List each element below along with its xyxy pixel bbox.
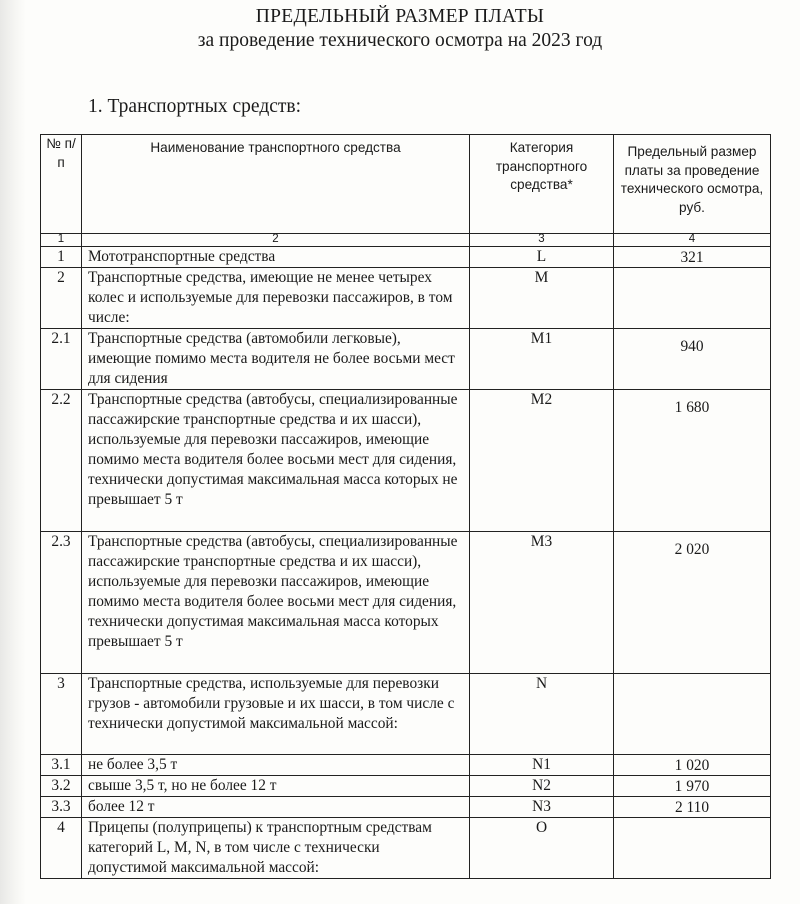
row-category: M2 (470, 390, 614, 532)
row-num: 3.3 (41, 797, 82, 818)
row-category: O (470, 818, 614, 879)
row-name: Прицепы (полуприцепы) к транспортным средствам категорий L, M, N, в том числе с технически допустимой максимальной массой: (82, 818, 470, 879)
row-fee-value: 1 020 (674, 757, 710, 774)
table-row (41, 755, 771, 776)
header-row (41, 135, 771, 234)
header-num: № п/п (41, 135, 82, 234)
row-num: 2.3 (41, 532, 82, 674)
section-heading: 1. Транспортных средств: (88, 96, 302, 117)
table-row (41, 674, 771, 755)
index-cell: 3 (470, 234, 614, 247)
row-num: 4 (41, 818, 82, 879)
header-category: Категория транспортного средства* (470, 135, 614, 234)
row-name: Транспортные средства (автомобили легковые), имеющие помимо места водителя не более восьми мест для сидения (82, 329, 470, 390)
index-cell: 4 (614, 234, 771, 247)
table-row (41, 532, 771, 674)
row-name: Транспортные средства, используемые для перевозки грузов - автомобили грузовые и их шасси, в том числе с технически допустимой максимальной массой: (82, 674, 470, 755)
row-name: не более 3,5 т (82, 755, 470, 776)
row-num: 3.2 (41, 776, 82, 797)
row-category: M1 (470, 329, 614, 390)
row-fee-value: 940 (680, 338, 704, 355)
row-fee (614, 390, 771, 532)
header-name: Наименование транспортного средства (82, 135, 470, 234)
index-cell: 2 (82, 234, 470, 247)
table-row (41, 329, 771, 390)
fee-table (40, 134, 771, 879)
row-fee-value: 1 970 (674, 778, 710, 795)
header-fee: Предельный размер платы за проведение технического осмотра, руб. (614, 135, 771, 234)
row-num: 2.1 (41, 329, 82, 390)
row-fee (614, 329, 771, 390)
row-fee (614, 532, 771, 674)
row-category: N (470, 674, 614, 755)
row-num: 1 (41, 247, 82, 268)
table-row (41, 390, 771, 532)
row-fee (614, 776, 771, 797)
table-row (41, 247, 771, 268)
row-name: более 12 т (82, 797, 470, 818)
row-category: M3 (470, 532, 614, 674)
row-num: 3 (41, 674, 82, 755)
row-num: 3.1 (41, 755, 82, 776)
row-fee (614, 268, 771, 329)
scan-shadow (0, 0, 26, 904)
row-fee-value: 1 680 (674, 399, 710, 416)
row-fee-value: 2 110 (674, 799, 710, 816)
row-fee (614, 674, 771, 755)
row-category: N3 (470, 797, 614, 818)
row-fee (614, 247, 771, 268)
document-subtitle: за проведение технического осмотра на 2023 год (197, 30, 603, 51)
row-category: M (470, 268, 614, 329)
table-row (41, 776, 771, 797)
row-fee (614, 755, 771, 776)
index-row (41, 234, 771, 247)
row-name: Транспортные средства (автобусы, специализированные пассажирские транспортные средства и их шасси), используемые для перевозки пассажиров, имеющие помимо места водителя более восьми мест для сидения, технически допустимая максимальная масса которых не превышает 5 т (82, 390, 470, 532)
row-name: Транспортные средства, имеющие не менее четырех колес и используемые для перевозки пассажиров, в том числе: (82, 268, 470, 329)
row-fee (614, 818, 771, 879)
row-num: 2.2 (41, 390, 82, 532)
row-name: Транспортные средства (автобусы, специализированные пассажирские транспортные средства и их шасси), используемые для перевозки пассажиров, имеющие помимо места водителя более восьми мест для сидения, технически допустимая максимальная масса которых превышает 5 т (82, 532, 470, 674)
row-category: N2 (470, 776, 614, 797)
row-name: свыше 3,5 т, но не более 12 т (82, 776, 470, 797)
row-fee-value: 2 020 (674, 541, 710, 558)
index-cell: 1 (41, 234, 82, 247)
row-num: 2 (41, 268, 82, 329)
row-fee-value: 321 (680, 249, 704, 266)
row-category: L (470, 247, 614, 268)
table-row (41, 797, 771, 818)
row-fee (614, 797, 771, 818)
table-row (41, 268, 771, 329)
row-name: Мототранспортные средства (82, 247, 470, 268)
document-title: ПРЕДЕЛЬНЫЙ РАЗМЕР ПЛАТЫ (255, 6, 545, 27)
table-row (41, 818, 771, 879)
row-category: N1 (470, 755, 614, 776)
